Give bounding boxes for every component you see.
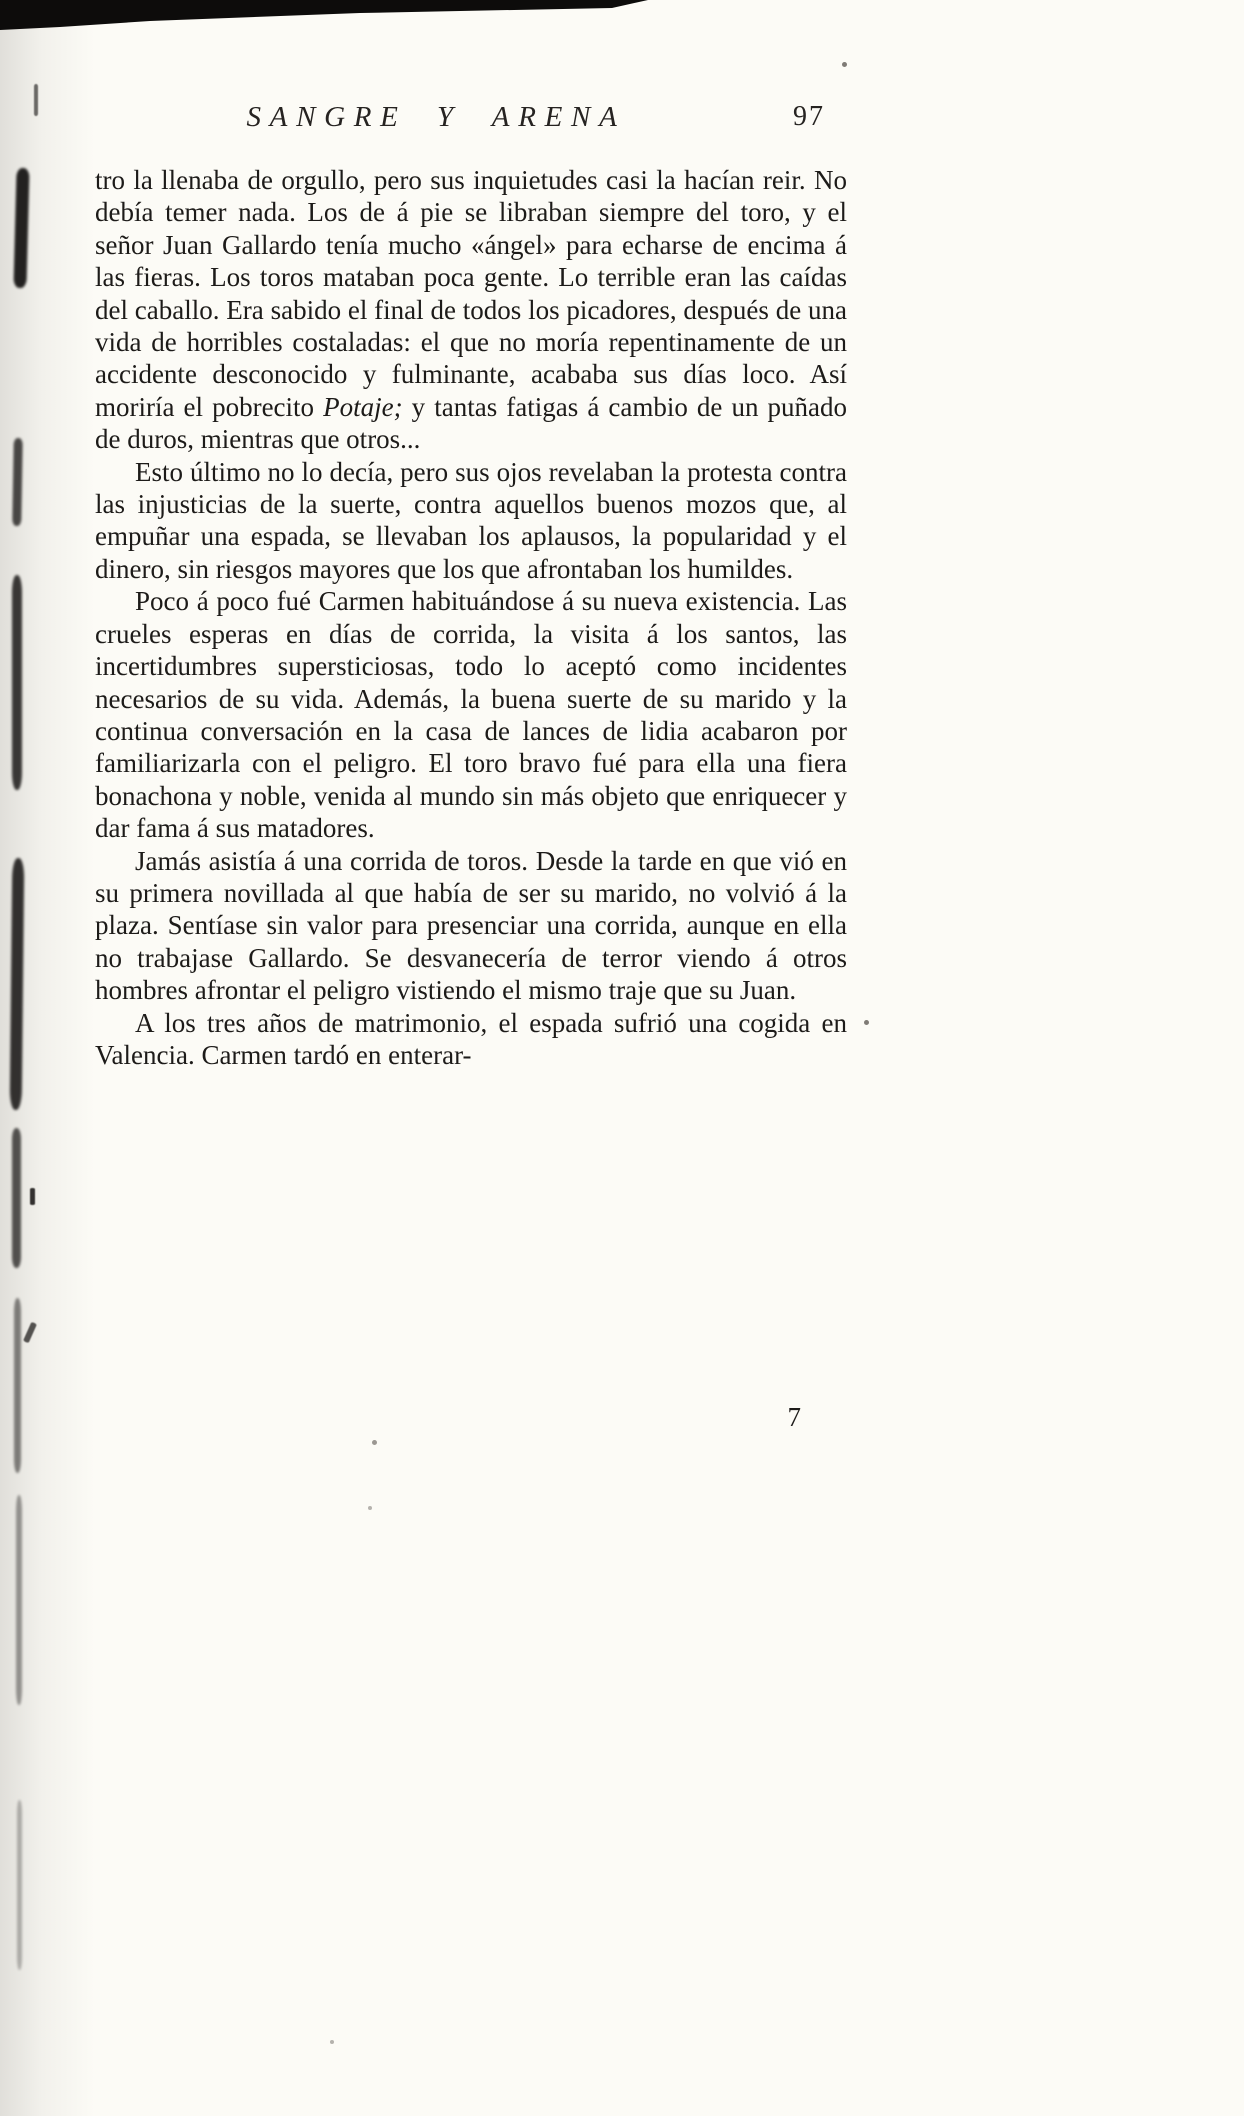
paragraph: A los tres años de matrimonio, el espada sufrió una cogida en Valencia. Carmen tardó en enterar- [95,1007,847,1070]
scan-artifact-left-streak [16,1495,22,1705]
ink-speck [842,62,847,67]
scan-artifact-left-streak [13,168,29,288]
ink-speck [864,1020,869,1025]
ink-speck [330,2040,334,2044]
paragraph: Poco á poco fué Carmen habituándose á su nueva existencia. Las crueles esperas en días de corrida, la visita á los santos, las incertidumbres supersticiosas, todo lo aceptó como incidentes necesarios de su vida. Además, la buena suerte de su marido y la continua conversación en la casa de lances de lidia acabaron por familiarizarla con el peligro. El toro bravo fué para ella una fiera bonachona y noble, venida al mundo sin más objeto que enriquecer y dar fama á sus matadores. [95,586,847,844]
scan-artifact-tick [23,1322,37,1344]
text-run: y tantas fatigas á cambio de un puñado de duros, mientras que otros... [95,391,848,455]
scan-artifact-tick [34,84,38,116]
scan-artifact-left-streak [12,575,22,790]
running-title: SANGRE Y ARENA [246,101,626,133]
paragraph-continuation [95,164,847,456]
paragraph: Jamás asistía á una corrida de toros. Desde la tarde en que vió en su primera novillada al que había de ser su marido, no volvió á la plaza. Sentíase sin valor para presenciar una corrida, aunque en ella no trabajase Gallardo. Se desvanecería de terror viendo á otros hombres afrontar el peligro vistiendo el mismo traje que su Juan. [95,845,847,1006]
ink-speck [372,1440,377,1445]
paragraph: Esto último no lo decía, pero sus ojos revelaban la protesta contra las injusticias de la suerte, contra aquellos buenos mozos que, al empuñar una espada, se llevaban los aplausos, la popularidad y el dinero, sin riesgos mayores que los que afrontaban los humildes. [95,456,847,584]
ink-speck [368,1506,372,1510]
scan-artifact-top-edge [0,0,700,34]
scan-artifact-tick [30,1188,35,1205]
scan-artifact-left-streak [12,438,23,526]
scan-artifact-left-streak [12,1128,21,1268]
text-run: tro la llenaba de orgullo, pero sus inquietudes casi la hacían reir. No debía temer nada. Los de á pie se libraban siempre del toro, y el señor Juan Gallardo tenía mucho «ángel» para echarse de encima á las fieras. Los toros mataban poca gente. Lo terrible eran las caídas del caballo. Era sabido el final de todos los picadores, después de una vida de horribles costaladas: el que no moría repentinamente de un accidente desconocido y fulminante, acababa sus días loco. Así moriría el pobrecito [95,165,847,422]
signature-mark: 7 [787,1402,801,1432]
signature-mark-row [95,1402,847,1433]
italic-run-potaje: Potaje; [323,391,403,422]
scan-artifact-left-streak [17,1800,22,1970]
scan-artifact-left-streak [14,1298,21,1473]
scan-artifact-left-streak [10,858,25,1110]
body-text [95,164,847,1071]
page-header [95,101,847,141]
page-number: 97 [793,101,825,132]
